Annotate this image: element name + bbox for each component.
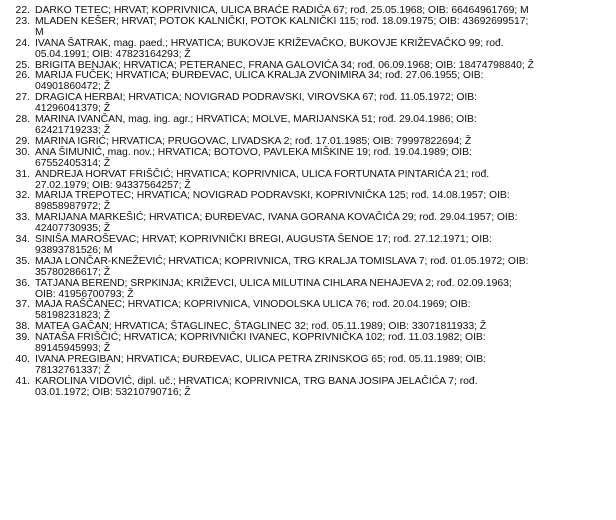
list-item [10, 300, 606, 322]
entry-text: MLADEN KEŠER; HRVAT; POTOK KALNIČKI, POTOK KALNIČKI 115; rođ. 18.09.1975; OIB: 43692699517; M [35, 15, 529, 38]
entry-number: 34. [15, 234, 30, 246]
entry-number: 40. [15, 354, 30, 365]
list-item [10, 115, 606, 137]
entry-number: 39. [15, 332, 30, 344]
entry-text: ANA ŠIMUNIĆ, mag. nov.; HRVATICA; BOTOVO, PAVLEKA MIŠKINE 19; rođ. 19.04.1989; OIB: 67552405314; Ž [35, 146, 472, 169]
entry-number: 24. [15, 37, 30, 49]
entry-text: MATEA GAČAN; HRVATICA; ŠTAGLINEC, ŠTAGLINEC 32; rođ. 05.11.1989; OIB: 33071811933; Ž [35, 321, 487, 333]
entry-number: 26. [15, 70, 30, 82]
entry-text: IVANA PREGIBAN; HRVATICA; ĐURĐEVAC, ULICA PETRA ZRINSKOG 65; rođ. 05.11.1989; OIB: 78132761337; Ž [35, 354, 486, 376]
entry-number: 30. [15, 146, 30, 158]
entry-text: IVANA ŠATRAK, mag. paed.; HRVATICA; BUKOVJE KRIŽEVAČKO, BUKOVJE KRIŽEVAČKO 99; rođ. 05.04.1991; OIB: 47823164293; Ž [35, 37, 504, 60]
entry-text: MARINA IGRIĆ; HRVATICA; PRUGOVAC, LIVADSKA 2; rođ. 17.01.1985; OIB: 79997822694; Ž [35, 135, 472, 147]
entry-number: 29. [15, 135, 30, 147]
entry-text: TATJANA BEREND; SRPKINJA; KRIŽEVCI, ULICA MILUTINA CIHLARA NEHAJEVA 2; rođ. 02.09.1963; OIB: 41956700793; Ž [35, 277, 512, 300]
entry-text: DARKO TETEC; HRVAT; KOPRIVNICA, ULICA BRAĆE RADIĆA 67; rođ. 25.05.1968; OIB: 66464961769; M [35, 5, 529, 16]
entry-text: MAJA LONČAR-KNEŽEVIĆ; HRVATICA; KOPRIVNICA, TRG KRALJA TOMISLAVA 7; rođ. 01.05.1972; OIB: 35780286617; Ž [35, 255, 529, 278]
entry-number: 37. [15, 299, 30, 311]
entry-number: 38. [15, 321, 30, 333]
list-item [10, 257, 606, 279]
entry-text: ANDREJA HORVAT FRIŠČIĆ; HRVATICA; KOPRIVNICA, ULICA FORTUNATA PINTARIĆA 21; rođ. 27.02.1979; OIB: 94337564257; Ž [35, 168, 490, 191]
list-item [10, 191, 606, 213]
list-item [10, 235, 606, 257]
entry-number: 32. [15, 190, 30, 202]
entry-text: DRAGICA HERBAI; HRVATICA; NOVIGRAD PODRAVSKI, VIROVSKA 67; rođ. 11.05.1972; OIB: 41296041379; Ž [35, 92, 477, 115]
entry-number: 22. [15, 5, 30, 16]
entry-text: NATAŠA FRIŠČIĆ; HRVATICA; KOPRIVNIČKI IVANEC, KOPRIVNIČKA 102; rođ. 11.03.1982; OIB: 89145945993; Ž [35, 332, 486, 355]
entry-number: 36. [15, 277, 30, 289]
entry-text: KAROLINA VIDOVIĆ, dipl. uč.; HRVATICA; KOPRIVNICA, TRG BANA JOSIPA JELAČIĆA 7; rođ. 03.01.1972; OIB: 53210790716; Ž [35, 375, 478, 398]
entry-number: 41. [15, 375, 30, 387]
list-item [10, 71, 606, 93]
list-item [10, 93, 606, 115]
entry-number: 33. [15, 212, 30, 224]
list-item [10, 170, 606, 192]
list-item [10, 148, 606, 170]
list-item [10, 39, 606, 61]
entry-text: MARIJA FUČEK; HRVATICA; ĐURĐEVAC, ULICA KRALJA ZVONIMIRA 34; rođ. 27.06.1955; OIB: 04901860472; Ž [35, 70, 484, 93]
entry-number: 35. [15, 255, 30, 267]
list-item [10, 333, 606, 355]
entry-text: MARINA IVANČAN, mag. ing. agr.; HRVATICA; MOLVE, MARIJANSKA 51; rođ. 29.04.1986; OIB: 62421719233; Ž [35, 114, 477, 136]
entry-number: 28. [15, 114, 30, 126]
entry-number: 23. [15, 15, 30, 27]
entry-number: 27. [15, 92, 30, 104]
entry-text: MAJA RAŠČANEC; HRVATICA; KOPRIVNICA, VINODOLSKA ULICA 76; rođ. 20.04.1969; OIB: 58198231823; Ž [35, 299, 471, 322]
list-item [10, 213, 606, 235]
entry-text: BRIGITA BENJAK; HRVATICA; PETERANEC, FRANA GALOVIĆA 34; rođ. 06.09.1968; OIB: 18474798840; Ž [35, 59, 534, 71]
list-item [10, 279, 606, 301]
entry-number: 25. [15, 59, 30, 71]
entry-text: SINIŠA MAROŠEVAC; HRVAT; KOPRIVNIČKI BREGI, AUGUSTA ŠENOE 17; rođ. 27.12.1971; OIB: 93893781526; M [35, 234, 492, 256]
entry-text: MARIJA TREPOTEC; HRVATICA; NOVIGRAD PODRAVSKI, KOPRIVNIČKA 125; rođ. 14.08.1957; OIB: 89858987972; Ž [35, 190, 510, 213]
entry-text: MARIJANA MARKEŠIĆ; HRVATICA; ĐURĐEVAC, IVANA GORANA KOVAČIĆA 29; rođ. 29.04.1957; OIB: 42407730935; Ž [35, 212, 518, 235]
list-item [10, 377, 606, 399]
list-item [10, 355, 606, 377]
list-item [10, 17, 606, 39]
entry-number: 31. [15, 168, 30, 180]
